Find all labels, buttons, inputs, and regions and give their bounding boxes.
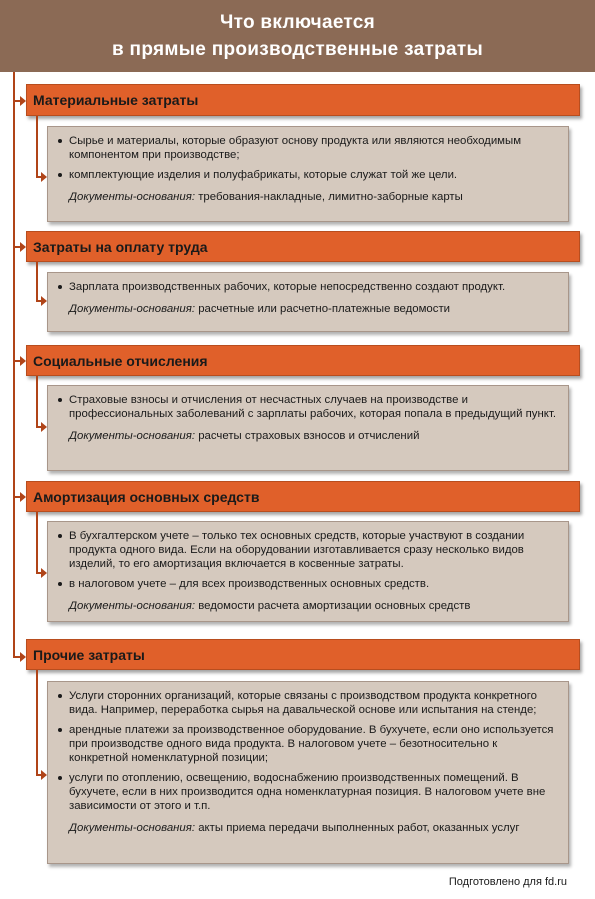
category-labor-costs bbox=[26, 231, 580, 262]
documents-basis bbox=[58, 599, 558, 613]
list-item: В бухгалтерском учете – только тех основных средств, которые участвуют в создании продукта одного вида. Если на оборудовании изготавливается сразу несколько видов изделий, то его амортизация включается в косвенные затраты. bbox=[58, 529, 558, 571]
list-item: услуги по отоплению, освещению, водоснабжению производственных помещений. В бухучете, если в них производится одна номенклатурная позиция. В налоговом учете вне зависимости от этого и т.п. bbox=[58, 771, 558, 813]
list-item: арендные платежи за производственное оборудование. В бухучете, если оно используется при производстве одного вида продукта. В налоговом учете – безотносительно к конкретной номенклатурной позиции; bbox=[58, 723, 558, 765]
documents-label: Документы-основания: bbox=[69, 430, 196, 442]
documents-text: расчетные или расчетно-платежные ведомости bbox=[195, 303, 451, 315]
list-item: Услуги сторонних организаций, которые связаны с производством продукта конкретного вида. Например, переработка сырья на давальческой основе или испытания на стенде; bbox=[58, 689, 558, 717]
details-labor-costs bbox=[47, 272, 569, 332]
documents-label: Документы-основания: bbox=[69, 600, 196, 612]
category-title: Социальные отчисления bbox=[33, 352, 208, 369]
branch-connector bbox=[36, 116, 38, 176]
credit-text: Подготовлено для fd.ru bbox=[448, 876, 567, 888]
list-item: комплектующие изделия и полуфабрикаты, которые служат той же цели. bbox=[58, 168, 558, 182]
arrow-to-box bbox=[36, 572, 45, 574]
details-other-costs bbox=[47, 681, 569, 864]
documents-text: ведомости расчета амортизации основных средств bbox=[195, 600, 471, 612]
details-social-contributions bbox=[47, 385, 569, 471]
documents-text: расчеты страховых взносов и отчислений bbox=[195, 430, 420, 442]
arrow-to-box bbox=[36, 300, 45, 302]
branch-connector bbox=[36, 512, 38, 572]
documents-label: Документы-основания: bbox=[69, 191, 196, 203]
arrow-to-other bbox=[13, 656, 24, 658]
list-item: в налоговом учете – для всех производственных основных средств. bbox=[58, 577, 558, 591]
documents-text: требования-накладные, лимитно-заборные карты bbox=[195, 191, 463, 203]
arrow-to-social bbox=[13, 360, 24, 362]
documents-text: акты приема передачи выполненных работ, оказанных услуг bbox=[195, 822, 520, 834]
arrow-to-labor bbox=[13, 246, 24, 248]
documents-basis bbox=[58, 302, 558, 316]
main-connector bbox=[13, 72, 15, 657]
list-item: Страховые взносы и отчисления от несчастных случаев на производстве и профессиональных заболеваний с зарплаты рабочих, которая попала в предыдущий пункт. bbox=[58, 393, 558, 421]
branch-connector bbox=[36, 670, 38, 774]
documents-label: Документы-основания: bbox=[69, 822, 196, 834]
arrow-to-box bbox=[36, 774, 45, 776]
category-title: Материальные затраты bbox=[33, 92, 199, 108]
list-item: Зарплата производственных рабочих, которые непосредственно создают продукт. bbox=[58, 280, 558, 294]
arrow-to-material bbox=[13, 100, 24, 102]
documents-basis bbox=[58, 190, 558, 204]
arrow-to-box bbox=[36, 176, 45, 178]
details-depreciation bbox=[47, 521, 569, 622]
documents-basis bbox=[58, 821, 558, 835]
category-material-costs bbox=[26, 84, 580, 116]
category-title: Затраты на оплату труда bbox=[33, 238, 208, 255]
branch-connector bbox=[36, 262, 38, 300]
category-title: Амортизация основных средств bbox=[33, 488, 260, 505]
details-material-costs bbox=[47, 126, 569, 222]
list-item: Сырье и материалы, которые образуют основу продукта или являются необходимым компонентом при производстве; bbox=[58, 134, 558, 162]
category-other-costs bbox=[26, 639, 580, 670]
arrow-to-box bbox=[36, 426, 45, 428]
documents-label: Документы-основания: bbox=[69, 303, 196, 315]
branch-connector bbox=[36, 376, 38, 426]
category-social-contributions bbox=[26, 345, 580, 376]
documents-basis bbox=[58, 429, 558, 443]
title-line-1: Что включается bbox=[219, 12, 376, 33]
arrow-to-depreciation bbox=[13, 496, 24, 498]
category-depreciation bbox=[26, 481, 580, 512]
title-line-2: в прямые производственные затраты bbox=[112, 39, 483, 60]
category-title: Прочие затраты bbox=[33, 646, 145, 663]
diagram-title bbox=[0, 0, 595, 72]
